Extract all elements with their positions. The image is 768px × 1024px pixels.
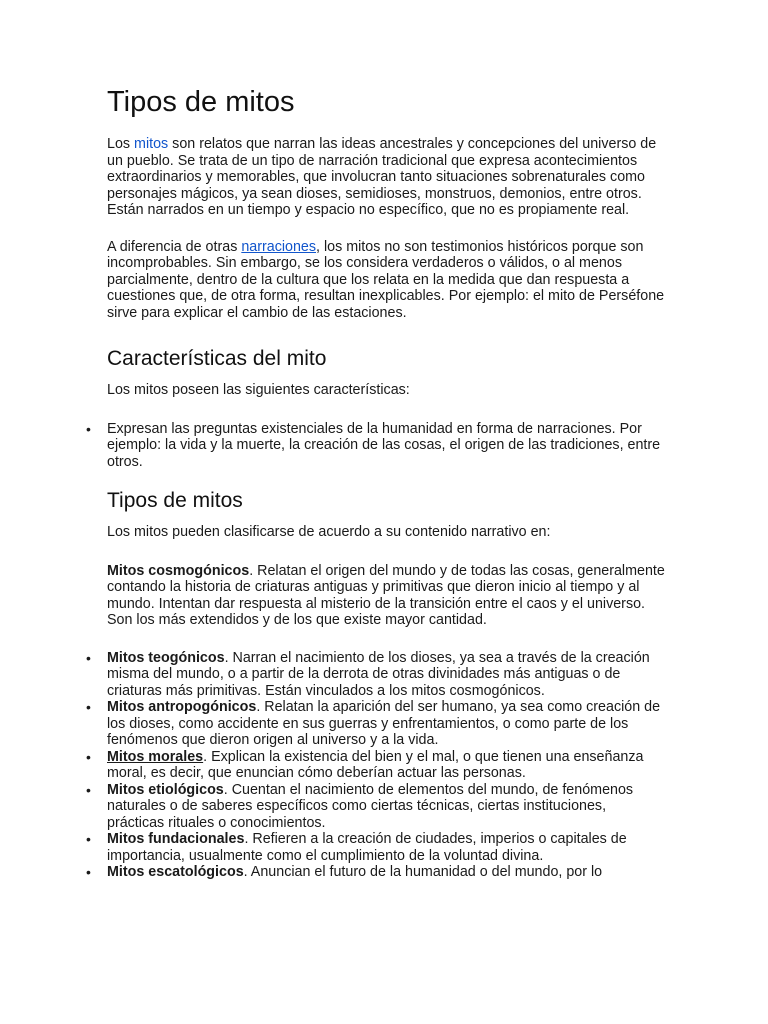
- list-item: • Expresan las preguntas existenciales de la humanidad en forma de narraciones. Por ejemplo: la vida y la muerte, la creación de las cosas, el origen de las tradiciones, entre otros.: [107, 421, 667, 471]
- list-item: [107, 782, 667, 832]
- term: Mitos teogónicos: [107, 649, 225, 666]
- list-item: [107, 831, 667, 864]
- text-span: . Explican la existencia del bien y el mal, o que tienen una enseñanza moral, es decir, que enuncian cómo deberían actuar las personas.: [107, 748, 644, 781]
- narraciones-link[interactable]: narraciones: [241, 238, 317, 255]
- term: Mitos fundacionales: [107, 831, 245, 847]
- text-span: . Refieren a la creación de ciudades, imperios o capitales de importancia, usualmente como el cumplimiento de la voluntad divina.: [107, 831, 627, 864]
- caracteristicas-list: [107, 421, 667, 471]
- list-item: [107, 650, 667, 700]
- text-span: . Cuentan el nacimiento de elementos del mundo, de fenómenos naturales o de saberes específicos como ciertas técnicas, ciertas instituciones, prácticas rituales o conocimientos.: [107, 781, 634, 831]
- intro-paragraph-1: [107, 136, 667, 219]
- text-span: . Anuncian el futuro de la humanidad o del mundo, por lo: [243, 864, 603, 880]
- document-body: [107, 84, 667, 901]
- page-title: Tipos de mitos: [107, 86, 295, 118]
- text-span: , los mitos no son testimonios históricos porque son incomprobables. Sin embargo, se los considera verdaderos o válidos, o al menos parcialmente, dentro de la cultura que los relata en la medida que dan respuesta a cuestiones que, de otra forma, resultan inexplicables. Por ejemplo: el mito de Perséfone sirve para explicar el cambio de las estaciones.: [107, 238, 665, 321]
- intro-paragraph-2: [107, 239, 667, 322]
- cosmogonicos-paragraph: [107, 563, 667, 629]
- list-item: [107, 699, 667, 749]
- caracteristicas-lead: Los mitos poseen las siguientes características:: [107, 382, 410, 398]
- mitos-link[interactable]: mitos: [134, 136, 169, 152]
- list-item: [107, 749, 667, 782]
- text-span: son relatos que narran las ideas ancestrales y concepciones del universo de un pueblo. Se trata de un tipo de narración tradicional que expresa acontecimientos extraordinarios y memorables, que involucran tanto situaciones sobrenaturales como personajes mágicos, ya sean dioses, semidioses, monstruos, demonios, entre otros. Están narrados en un tiempo y espacio no específico, que no es propiamente real.: [107, 136, 657, 218]
- tipos-lead: Los mitos pueden clasificarse de acuerdo a su contenido narrativo en:: [107, 524, 551, 540]
- text-span: . Relatan el origen del mundo y de todas las cosas, generalmente contando la historia de criaturas antiguas y primitivas que dieron inicio al tiempo y al mundo. Intentan dar respuesta al misterio de la transición entre el caos y el universo. Son los más extendidos y de los que existe mayor cantidad.: [107, 562, 665, 628]
- list-item: [107, 864, 667, 881]
- text-span: A diferencia de otras: [107, 238, 242, 255]
- tipos-list: [107, 650, 667, 881]
- text-span: . Narran el nacimiento de los dioses, ya sea a través de la creación misma del mundo, o a partir de la derrota de otras divinidades más antiguas o de criaturas más primitivas. Están vinculados a los mitos cosmogónicos.: [107, 649, 650, 699]
- term: Mitos morales: [107, 748, 204, 765]
- section-heading-tipos: Tipos de mitos: [107, 489, 243, 512]
- term-cosmogonicos: Mitos cosmogónicos: [107, 562, 250, 579]
- section-heading-caracteristicas: Características del mito: [107, 347, 327, 370]
- text-span: Los: [107, 136, 135, 152]
- term: Mitos etiológicos: [107, 781, 224, 798]
- text-span: . Relatan la aparición del ser humano, ya sea como creación de los dioses, como accidente en sus guerras y enfrentamientos, o como parte de los fenómenos que dieron origen al universo y a la vida.: [107, 699, 661, 748]
- term: Mitos antropogónicos: [107, 699, 257, 715]
- term: Mitos escatológicos: [107, 864, 244, 880]
